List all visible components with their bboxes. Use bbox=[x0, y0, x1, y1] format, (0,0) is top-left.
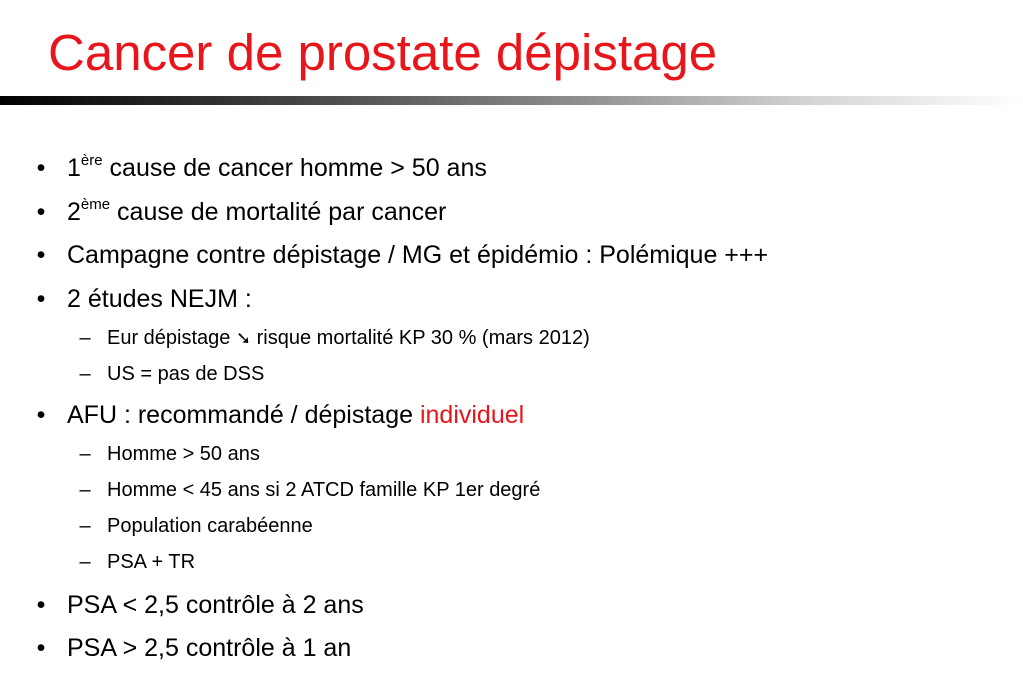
sub-bullet-item bbox=[79, 478, 541, 502]
bullet-text: PSA > 2,5 contrôle à 1 an bbox=[67, 634, 352, 662]
sub-bullet-item bbox=[79, 442, 260, 466]
sub-bullet-item bbox=[79, 326, 590, 351]
bullet-item bbox=[36, 633, 352, 663]
ordinal-superscript: ème bbox=[80, 195, 111, 213]
decrease-arrow-icon: ➘ bbox=[235, 328, 252, 349]
sub-bullet-text: US = pas de DSS bbox=[107, 363, 265, 385]
bullet-number: 2 bbox=[67, 198, 81, 226]
title-divider bbox=[0, 96, 1023, 105]
sub-bullet-marker: – bbox=[79, 479, 91, 501]
bullet-item bbox=[36, 151, 487, 183]
bullet-text: cause de mortalité par cancer bbox=[110, 198, 447, 226]
sub-bullet-text: PSA + TR bbox=[107, 551, 196, 573]
bullet-marker: • bbox=[36, 154, 46, 182]
bullet-text: Campagne contre dépistage / MG et épidémio : Polémique +++ bbox=[67, 241, 769, 269]
bullet-marker: • bbox=[36, 285, 46, 313]
bullet-marker: • bbox=[36, 241, 46, 269]
bullet-text: AFU : recommandé / dépistage bbox=[67, 401, 420, 429]
sub-bullet-text: Population carabéenne bbox=[107, 515, 313, 537]
bullet-text: PSA < 2,5 contrôle à 2 ans bbox=[67, 591, 364, 619]
bullet-text: cause de cancer homme > 50 ans bbox=[102, 154, 487, 182]
bullet-marker: • bbox=[36, 198, 46, 226]
sub-bullet-marker: – bbox=[79, 443, 91, 465]
bullet-marker: • bbox=[36, 401, 46, 429]
bullet-item bbox=[36, 590, 364, 620]
sub-bullet-text: Homme > 50 ans bbox=[107, 443, 260, 465]
bullet-item bbox=[36, 195, 447, 227]
bullet-marker: • bbox=[36, 591, 46, 619]
sub-bullet-text: Homme < 45 ans si 2 ATCD famille KP 1er degré bbox=[107, 479, 541, 501]
sub-bullet-marker: – bbox=[79, 363, 91, 385]
sub-bullet-marker: – bbox=[79, 515, 91, 537]
bullet-number: 1 bbox=[67, 154, 81, 182]
sub-bullet-marker: – bbox=[79, 327, 91, 349]
sub-bullet-item bbox=[79, 514, 313, 538]
bullet-item bbox=[36, 284, 252, 314]
slide-title: Cancer de prostate dépistage bbox=[48, 24, 718, 81]
bullet-marker: • bbox=[36, 634, 46, 662]
bullet-text: 2 études NEJM : bbox=[67, 285, 252, 313]
ordinal-superscript: ère bbox=[80, 151, 103, 169]
sub-bullet-marker: – bbox=[79, 551, 91, 573]
sub-bullet-text: risque mortalité KP 30 % (mars 2012) bbox=[251, 327, 590, 349]
sub-bullet-item bbox=[79, 362, 265, 386]
sub-bullet-text: Eur dépistage bbox=[107, 327, 236, 349]
bullet-item bbox=[36, 400, 525, 430]
sub-bullet-item bbox=[79, 550, 196, 574]
bullet-item bbox=[36, 240, 769, 270]
highlighted-word: individuel bbox=[419, 401, 525, 429]
